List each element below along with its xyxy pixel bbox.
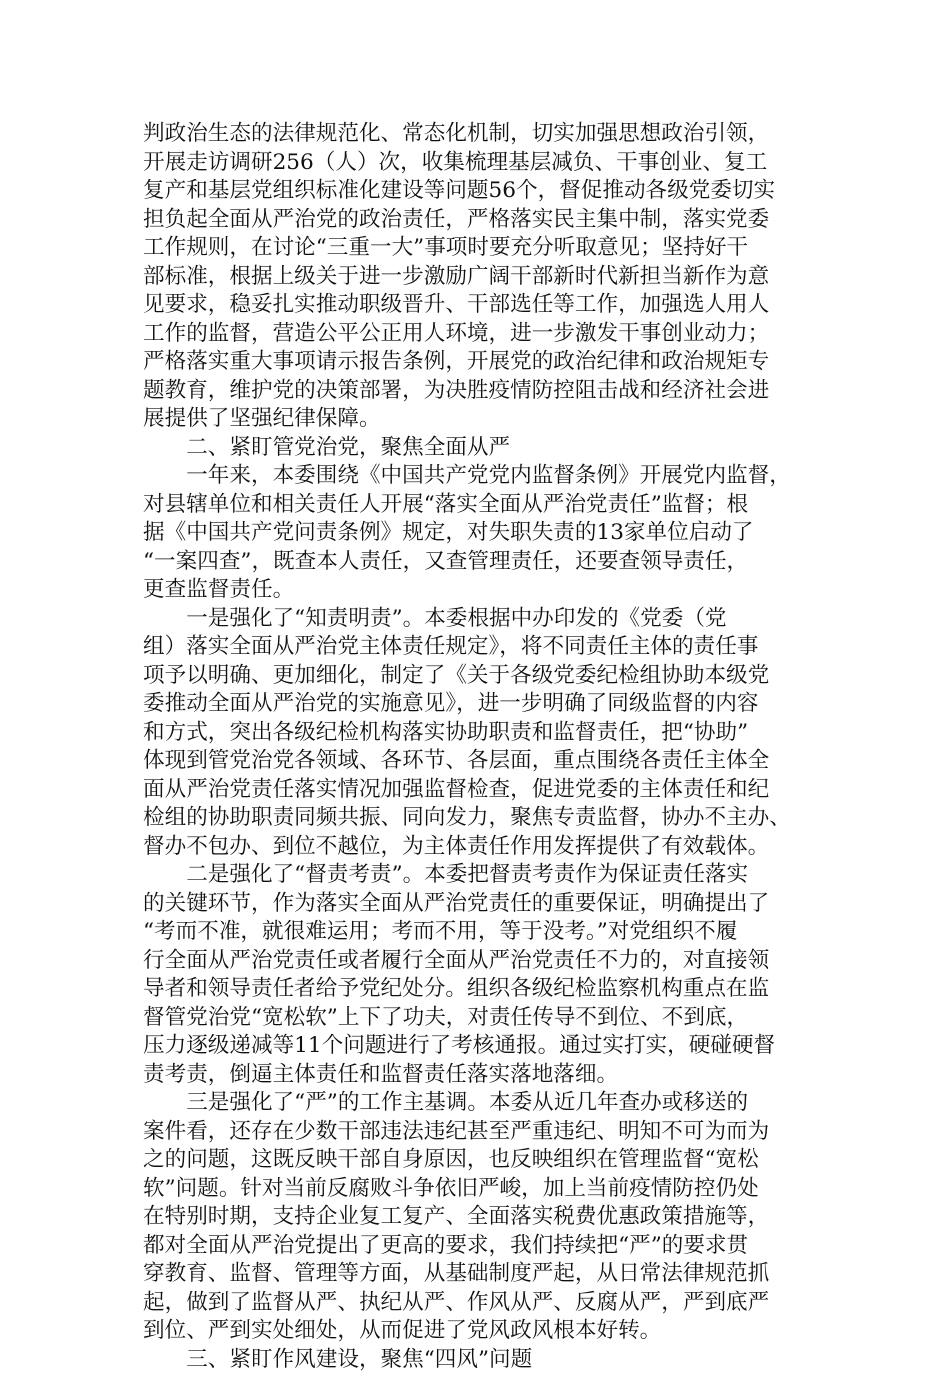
text-line: 开展走访调研256（人）次，收集梳理基层减负、干事创业、复工 <box>143 149 823 178</box>
paragraph <box>143 462 823 605</box>
text-line: 穿教育、监督、管理等方面，从基础制度严起，从日常法律规范抓 <box>143 1260 823 1289</box>
text-line: 据《中国共产党问责条例》规定，对失职失责的13家单位启动了 <box>143 519 823 548</box>
text-line: 导者和领导责任者给予党纪处分。组织各级纪检监察机构重点在监 <box>143 975 823 1004</box>
document-body <box>143 120 823 1374</box>
text-line: 判政治生态的法律规范化、常态化机制，切实加强思想政治引领， <box>143 120 823 149</box>
text-line: 委推动全面从严治党的实施意见》，进一步明确了同级监督的内容 <box>143 690 823 719</box>
text-line: 案件看，还存在少数干部违法违纪甚至严重违纪、明知不可为而为 <box>143 1118 823 1147</box>
text-line: 面从严治党责任落实情况加强监督检查，促进党委的主体责任和纪 <box>143 776 823 805</box>
paragraph <box>143 1089 823 1346</box>
text-line: 题教育，维护党的决策部署，为决胜疫情防控阻击战和经济社会进 <box>143 377 823 406</box>
paragraph <box>143 120 823 434</box>
text-line: 一是强化了“知责明责”。本委根据中办印发的《党委（党 <box>143 605 823 634</box>
text-line: 三、紧盯作风建设，聚焦“四风”问题 <box>143 1346 823 1374</box>
text-line: 体现到管党治党各领域、各环节、各层面，重点围绕各责任主体全 <box>143 747 823 776</box>
text-line: 组）落实全面从严治党主体责任规定》，将不同责任主体的责任事 <box>143 633 823 662</box>
text-line: 展提供了坚强纪律保障。 <box>143 405 823 434</box>
text-line: 责考责，倒逼主体责任和监督责任落实落地落细。 <box>143 1061 823 1090</box>
text-line: 起，做到了监督从严、执纪从严、作风从严、反腐从严，严到底严 <box>143 1289 823 1318</box>
text-line: 都对全面从严治党提出了更高的要求，我们持续把“严”的要求贯 <box>143 1232 823 1261</box>
text-line: 软”问题。针对当前反腐败斗争依旧严峻，加上当前疫情防控仍处 <box>143 1175 823 1204</box>
text-line: “考而不准，就很难运用；考而不用，等于没考。”对党组织不履 <box>143 918 823 947</box>
text-line: 一年来，本委围绕《中国共产党党内监督条例》开展党内监督， <box>143 462 823 491</box>
text-line: 压力逐级递减等11个问题进行了考核通报。通过实打实，硬碰硬督 <box>143 1032 823 1061</box>
paragraph <box>143 861 823 1089</box>
text-line: 对县辖单位和相关责任人开展“落实全面从严治党责任”监督；根 <box>143 491 823 520</box>
text-line: 行全面从严治党责任或者履行全面从严治党责任不力的，对直接领 <box>143 947 823 976</box>
text-line: 二、紧盯管党治党，聚焦全面从严 <box>143 434 823 463</box>
text-line: 督管党治党“宽松软”上下了功夫，对责任传导不到位、不到底， <box>143 1004 823 1033</box>
text-line: 三是强化了“严”的工作主基调。本委从近几年查办或移送的 <box>143 1089 823 1118</box>
text-line: 督办不包办、到位不越位，为主体责任作用发挥提供了有效载体。 <box>143 833 823 862</box>
text-line: 到位、严到实处细处，从而促进了党风政风根本好转。 <box>143 1317 823 1346</box>
text-line: 见要求，稳妥扎实推动职级晋升、干部选任等工作，加强选人用人 <box>143 291 823 320</box>
text-line: 项予以明确、更加细化，制定了《关于各级党委纪检组协助本级党 <box>143 662 823 691</box>
text-line: 和方式，突出各级纪检机构落实协助职责和监督责任，把“协助” <box>143 719 823 748</box>
text-line: 复产和基层党组织标准化建设等问题56个，督促推动各级党委切实 <box>143 177 823 206</box>
text-line: 检组的协助职责同频共振、同向发力，聚焦专责监督，协办不主办、 <box>143 804 823 833</box>
section-heading <box>143 1346 823 1374</box>
text-line: 在特别时期，支持企业复工复产、全面落实税费优惠政策措施等， <box>143 1203 823 1232</box>
text-line: 严格落实重大事项请示报告条例，开展党的政治纪律和政治规矩专 <box>143 348 823 377</box>
paragraph <box>143 605 823 862</box>
text-line: 工作的监督，营造公平公正用人环境，进一步激发干事创业动力； <box>143 320 823 349</box>
text-line: 二是强化了“督责考责”。本委把督责考责作为保证责任落实 <box>143 861 823 890</box>
text-line: 工作规则，在讨论“三重一大”事项时要充分听取意见；坚持好干 <box>143 234 823 263</box>
text-line: “一案四查”，既查本人责任，又查管理责任，还要查领导责任， <box>143 548 823 577</box>
text-line: 更查监督责任。 <box>143 576 823 605</box>
text-line: 的关键环节，作为落实全面从严治党责任的重要保证，明确提出了 <box>143 890 823 919</box>
section-heading <box>143 434 823 463</box>
text-line: 之的问题，这既反映干部自身原因，也反映组织在管理监督“宽松 <box>143 1146 823 1175</box>
text-line: 部标准，根据上级关于进一步激励广阔干部新时代新担当新作为意 <box>143 263 823 292</box>
text-line: 担负起全面从严治党的政治责任，严格落实民主集中制，落实党委 <box>143 206 823 235</box>
